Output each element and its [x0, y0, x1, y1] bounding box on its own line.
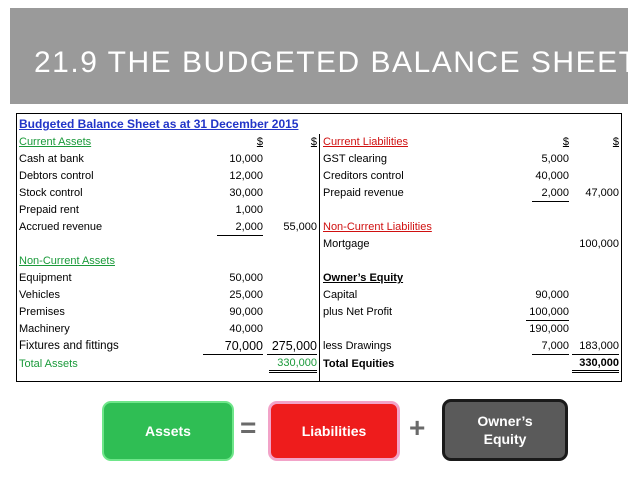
non-current-assets-heading-row [17, 253, 319, 270]
row-subtotal: 55,000 [283, 221, 317, 233]
row-label: Vehicles [19, 289, 60, 301]
row-label: plus Net Profit [323, 306, 393, 318]
right-row [320, 287, 621, 304]
right-row [320, 304, 621, 321]
non-current-liabilities-heading: Non-Current Liabilities [323, 221, 432, 233]
row-label: Premises [19, 306, 65, 318]
row-value: 30,000 [229, 187, 263, 199]
row-value: 40,000 [229, 323, 263, 335]
left-row [17, 168, 319, 185]
right-row [320, 185, 621, 202]
right-col1-heading: $ [562, 136, 569, 148]
row-label: Debtors control [19, 170, 94, 182]
left-row [17, 270, 319, 287]
row-subtotal: 183,000 [572, 338, 619, 355]
right-row [320, 168, 621, 185]
row-label: less Drawings [323, 340, 392, 352]
header-row [17, 134, 621, 151]
owners-equity-heading-row [320, 270, 621, 287]
total-assets-label: Total Assets [19, 358, 78, 370]
row-label: Fixtures and fittings [19, 340, 119, 352]
left-row [17, 338, 319, 355]
current-liabilities-heading: Current Liabilities [323, 136, 408, 148]
owners-equity-label-line2: Equity [483, 431, 527, 447]
row-value: 2,000 [217, 219, 263, 236]
row-subtotal: 100,000 [579, 238, 619, 250]
assets-box [102, 401, 234, 461]
row-label: Prepaid rent [19, 204, 79, 216]
row-label: Stock control [19, 187, 83, 199]
liabilities-box [268, 401, 400, 461]
left-row [17, 185, 319, 202]
liabilities-label: Liabilities [301, 423, 367, 439]
non-current-assets-heading: Non-Current Assets [19, 255, 115, 267]
title-banner [10, 8, 638, 104]
total-assets-value: 330,000 [269, 356, 317, 373]
sheet-title: Budgeted Balance Sheet as at 31 December 2015 [19, 117, 299, 131]
left-row [17, 202, 319, 219]
left-row [17, 287, 319, 304]
left-row [17, 321, 319, 338]
row-value: 90,000 [229, 306, 263, 318]
row-label: Creditors control [323, 170, 404, 182]
row-value: 70,000 [203, 338, 263, 355]
row-label: Cash at bank [19, 153, 84, 165]
total-equities-value: 330,000 [572, 356, 619, 373]
row-value: 5,000 [541, 153, 569, 165]
balance-sheet [16, 113, 622, 382]
row-label: GST clearing [323, 153, 387, 165]
assets-label: Assets [145, 423, 191, 439]
row-value: 100,000 [526, 304, 569, 321]
right-col2-heading: $ [612, 136, 619, 148]
row-label: Equipment [19, 272, 72, 284]
right-row [320, 338, 621, 355]
left-col2-heading: $ [310, 136, 317, 148]
row-value: 12,000 [229, 170, 263, 182]
row-value: 50,000 [229, 272, 263, 284]
row-value: 25,000 [229, 289, 263, 301]
row-label: Prepaid revenue [323, 187, 404, 199]
left-col1-heading: $ [256, 136, 263, 148]
row-label: Capital [323, 289, 358, 301]
total-equities-label: Total Equities [323, 358, 395, 370]
page-title: 21.9 THE BUDGETED BALANCE SHEET [34, 46, 638, 79]
row-value: 2,000 [532, 185, 569, 202]
right-row [320, 236, 621, 253]
row-value: 10,000 [229, 153, 263, 165]
row-label: Accrued revenue [19, 221, 103, 233]
left-row [17, 219, 319, 236]
left-row [17, 151, 319, 168]
total-assets-row [17, 356, 319, 373]
equals-sign: = [240, 412, 257, 443]
current-assets-heading: Current Assets [19, 136, 92, 148]
row-subtotal: 275,000 [267, 338, 317, 355]
row-value: 90,000 [535, 289, 569, 301]
total-equities-row [320, 356, 621, 373]
plus-sign: + [409, 412, 426, 443]
owners-equity-label-line1: Owner’s [477, 413, 533, 429]
left-row [17, 304, 319, 321]
row-label: Mortgage [323, 238, 370, 250]
owners-equity-box [442, 399, 568, 461]
right-row [320, 321, 621, 338]
row-label: Machinery [19, 323, 70, 335]
row-subtotal: 47,000 [585, 187, 619, 199]
right-row [320, 151, 621, 168]
non-current-liabilities-heading-row [320, 219, 621, 236]
row-value: 190,000 [529, 323, 569, 335]
row-value: 40,000 [535, 170, 569, 182]
row-value: 7,000 [532, 338, 569, 355]
row-value: 1,000 [235, 204, 263, 216]
owners-equity-heading: Owner’s Equity [323, 272, 404, 284]
